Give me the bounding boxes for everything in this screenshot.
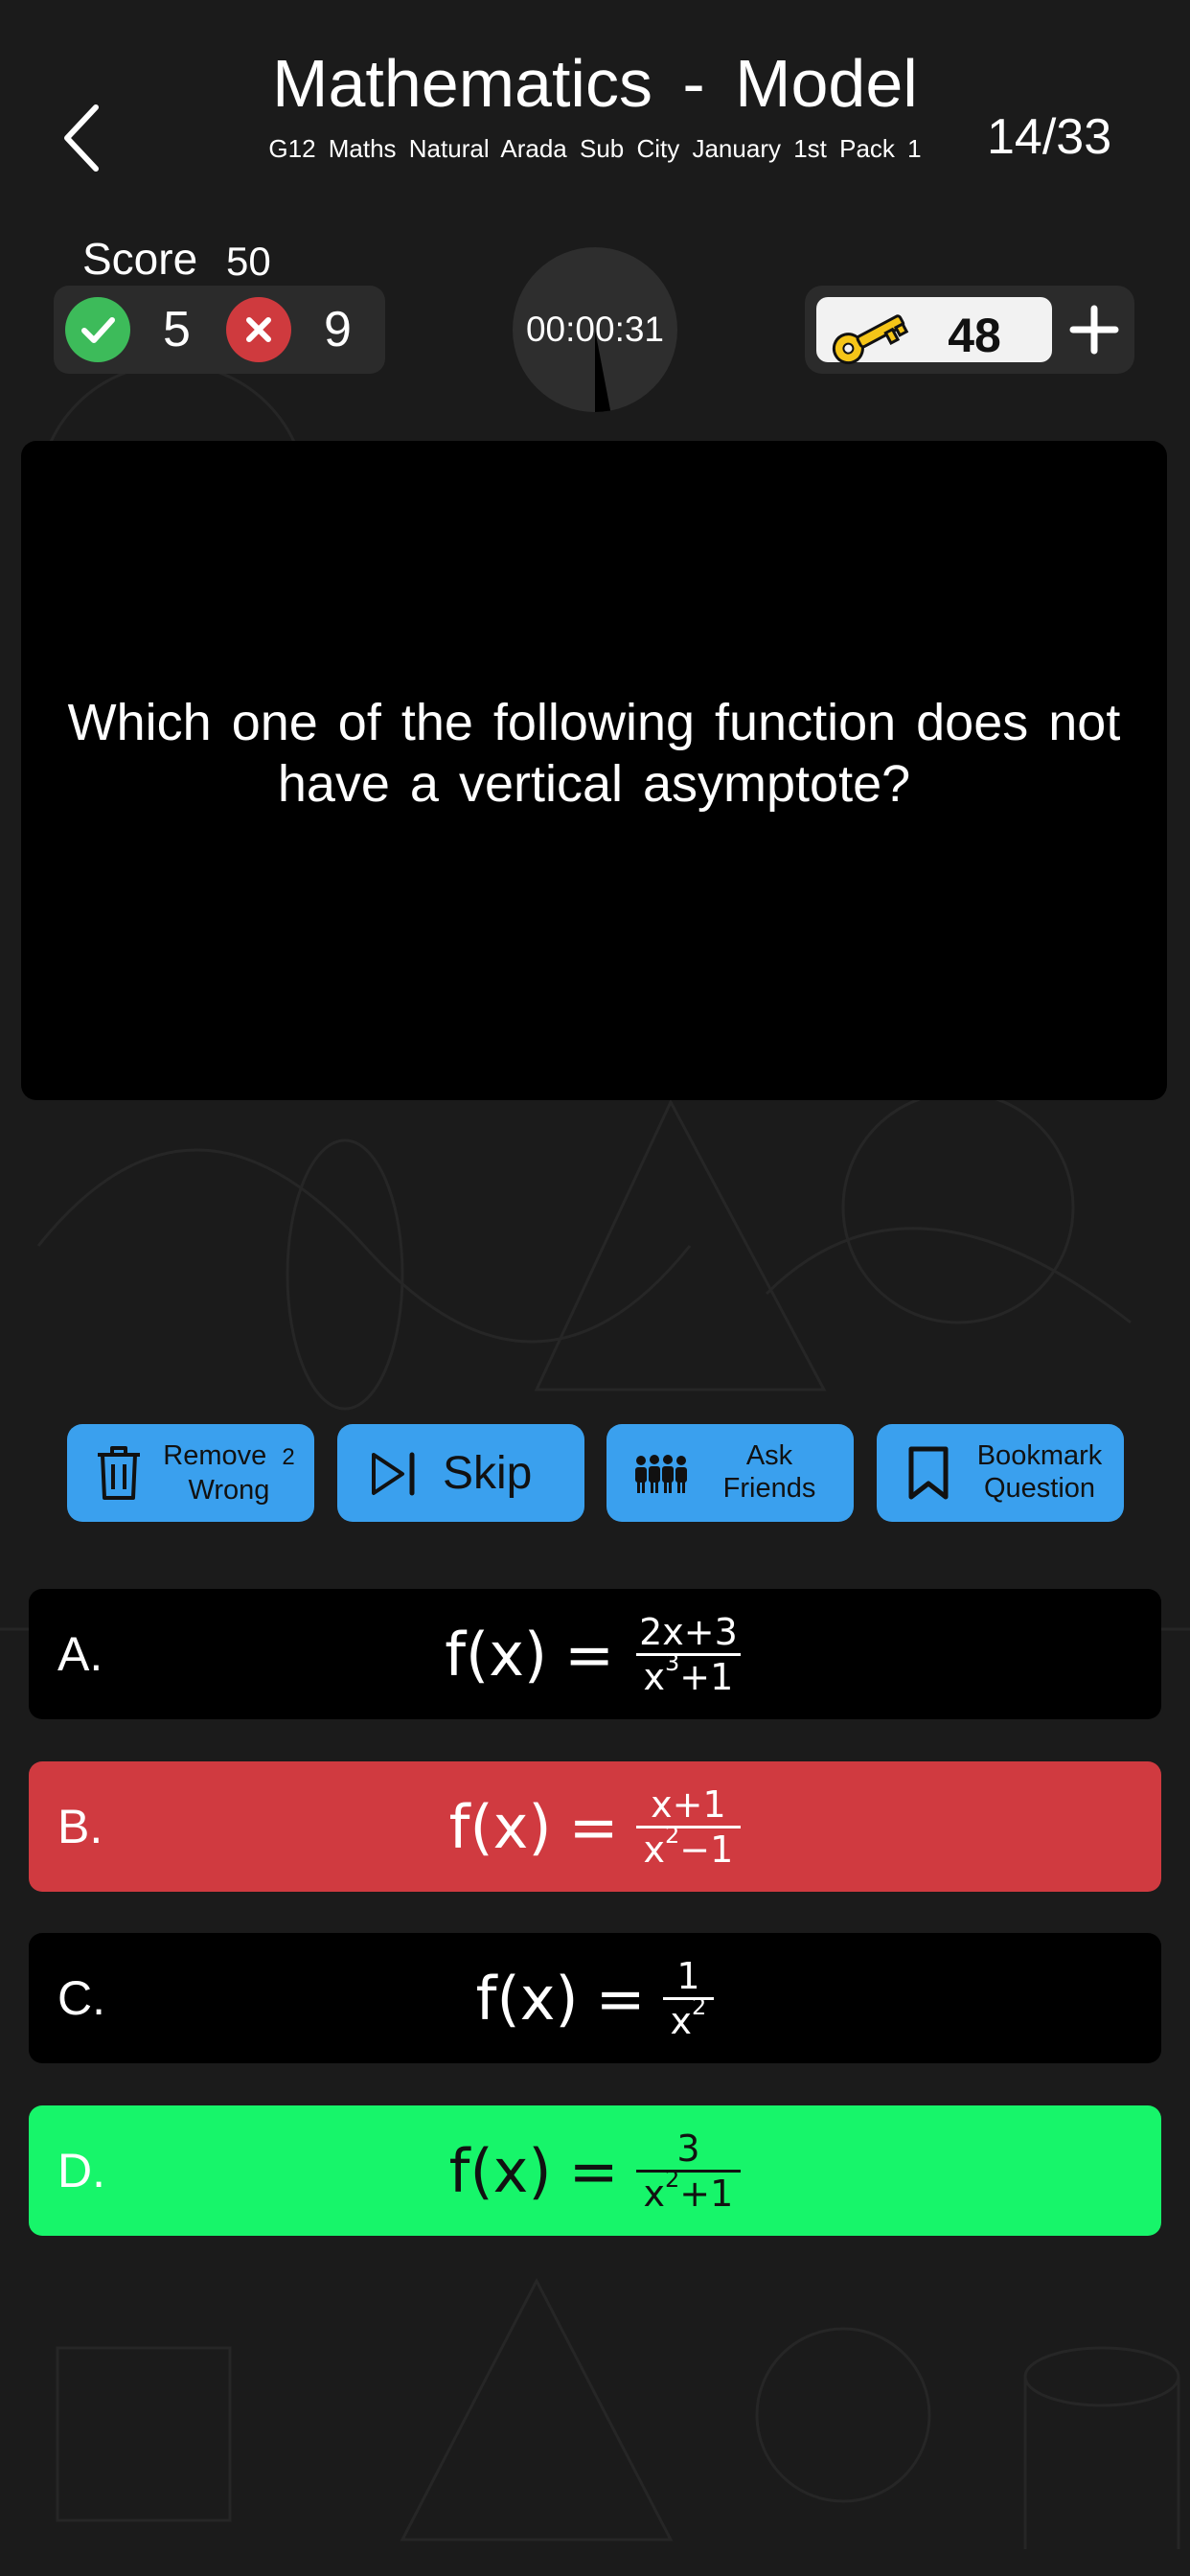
timer-text: 00:00:31	[525, 310, 665, 349]
option-c[interactable]	[29, 1933, 1161, 2063]
fraction-denominator: $x^2-1$	[636, 1826, 742, 1871]
trash-icon	[96, 1445, 142, 1501]
formula-lhs: f(x)	[475, 1963, 579, 2034]
option-formula	[29, 1589, 1161, 1719]
option-a[interactable]	[29, 1589, 1161, 1719]
fraction-denominator: $x^2+1$	[636, 2170, 742, 2215]
page-title: Mathematics - Model	[272, 46, 918, 121]
option-letter: D.	[57, 2144, 105, 2197]
remove-wrong-label-2: Wrong	[188, 1475, 270, 1506]
skip-label: Skip	[443, 1448, 533, 1499]
score-label: Score	[82, 234, 198, 284]
fraction-numerator: x+1	[651, 1782, 726, 1826]
score-tally	[54, 286, 385, 374]
bookmark-icon	[907, 1445, 950, 1501]
formula-lhs: f(x)	[448, 2135, 552, 2206]
fraction-denominator: $x^3+1$	[636, 1653, 742, 1698]
skip-button[interactable]	[337, 1424, 584, 1522]
formula-fraction	[636, 1783, 742, 1871]
option-formula	[29, 2105, 1161, 2236]
remove-wrong-button[interactable]	[67, 1424, 314, 1522]
close-icon	[226, 297, 291, 362]
skip-icon	[370, 1451, 418, 1497]
option-formula	[29, 1933, 1161, 2063]
formula-equals: =	[595, 1963, 646, 2034]
pack-subtitle: G12 Maths Natural Arada Sub City January 1st Pack 1	[268, 134, 922, 163]
wrong-count: 9	[324, 302, 352, 357]
formula-lhs: f(x)	[445, 1619, 548, 1690]
ask-friends-label: Ask	[745, 1440, 793, 1471]
option-letter: B.	[57, 1800, 103, 1853]
fraction-numerator: 3	[676, 2127, 700, 2170]
formula-fraction	[636, 2128, 742, 2215]
bookmark-label: Bookmark	[976, 1440, 1103, 1471]
formula-fraction	[663, 1955, 715, 2042]
option-formula	[29, 1761, 1161, 1892]
keys-count: 48	[948, 309, 1001, 362]
option-letter: C.	[57, 1971, 105, 2025]
formula-equals: =	[568, 1791, 619, 1862]
score-value: 50	[226, 239, 271, 284]
option-b[interactable]	[29, 1761, 1161, 1892]
keys-panel	[805, 286, 1134, 374]
bookmark-button[interactable]	[877, 1424, 1124, 1522]
fraction-numerator: 2x+3	[639, 1610, 738, 1653]
key-icon	[826, 305, 912, 368]
option-letter: A.	[57, 1627, 103, 1681]
bookmark-label-2: Question	[983, 1473, 1096, 1504]
formula-lhs: f(x)	[448, 1791, 552, 1862]
fraction-denominator: $x^2$	[663, 1997, 715, 2042]
fraction-numerator: 1	[676, 1954, 700, 1997]
correct-count: 5	[163, 302, 191, 357]
ask-friends-button[interactable]	[606, 1424, 854, 1522]
formula-equals: =	[568, 2135, 619, 2206]
option-d[interactable]	[29, 2105, 1161, 2236]
formula-fraction	[631, 1611, 745, 1698]
plus-icon[interactable]	[1062, 297, 1127, 362]
remove-wrong-label: Remove	[163, 1440, 267, 1471]
people-icon	[633, 1455, 689, 1493]
ask-friends-label-2: Friends	[722, 1473, 816, 1504]
check-icon	[65, 297, 130, 362]
question-text: Which one of the following function does not have a vertical asymptote?	[67, 694, 1121, 813]
keys-pill	[816, 297, 1052, 362]
question-counter: 14/33	[987, 109, 1112, 165]
question-card	[21, 441, 1167, 1100]
remove-wrong-count: 2	[282, 1444, 295, 1470]
formula-equals: =	[564, 1619, 615, 1690]
